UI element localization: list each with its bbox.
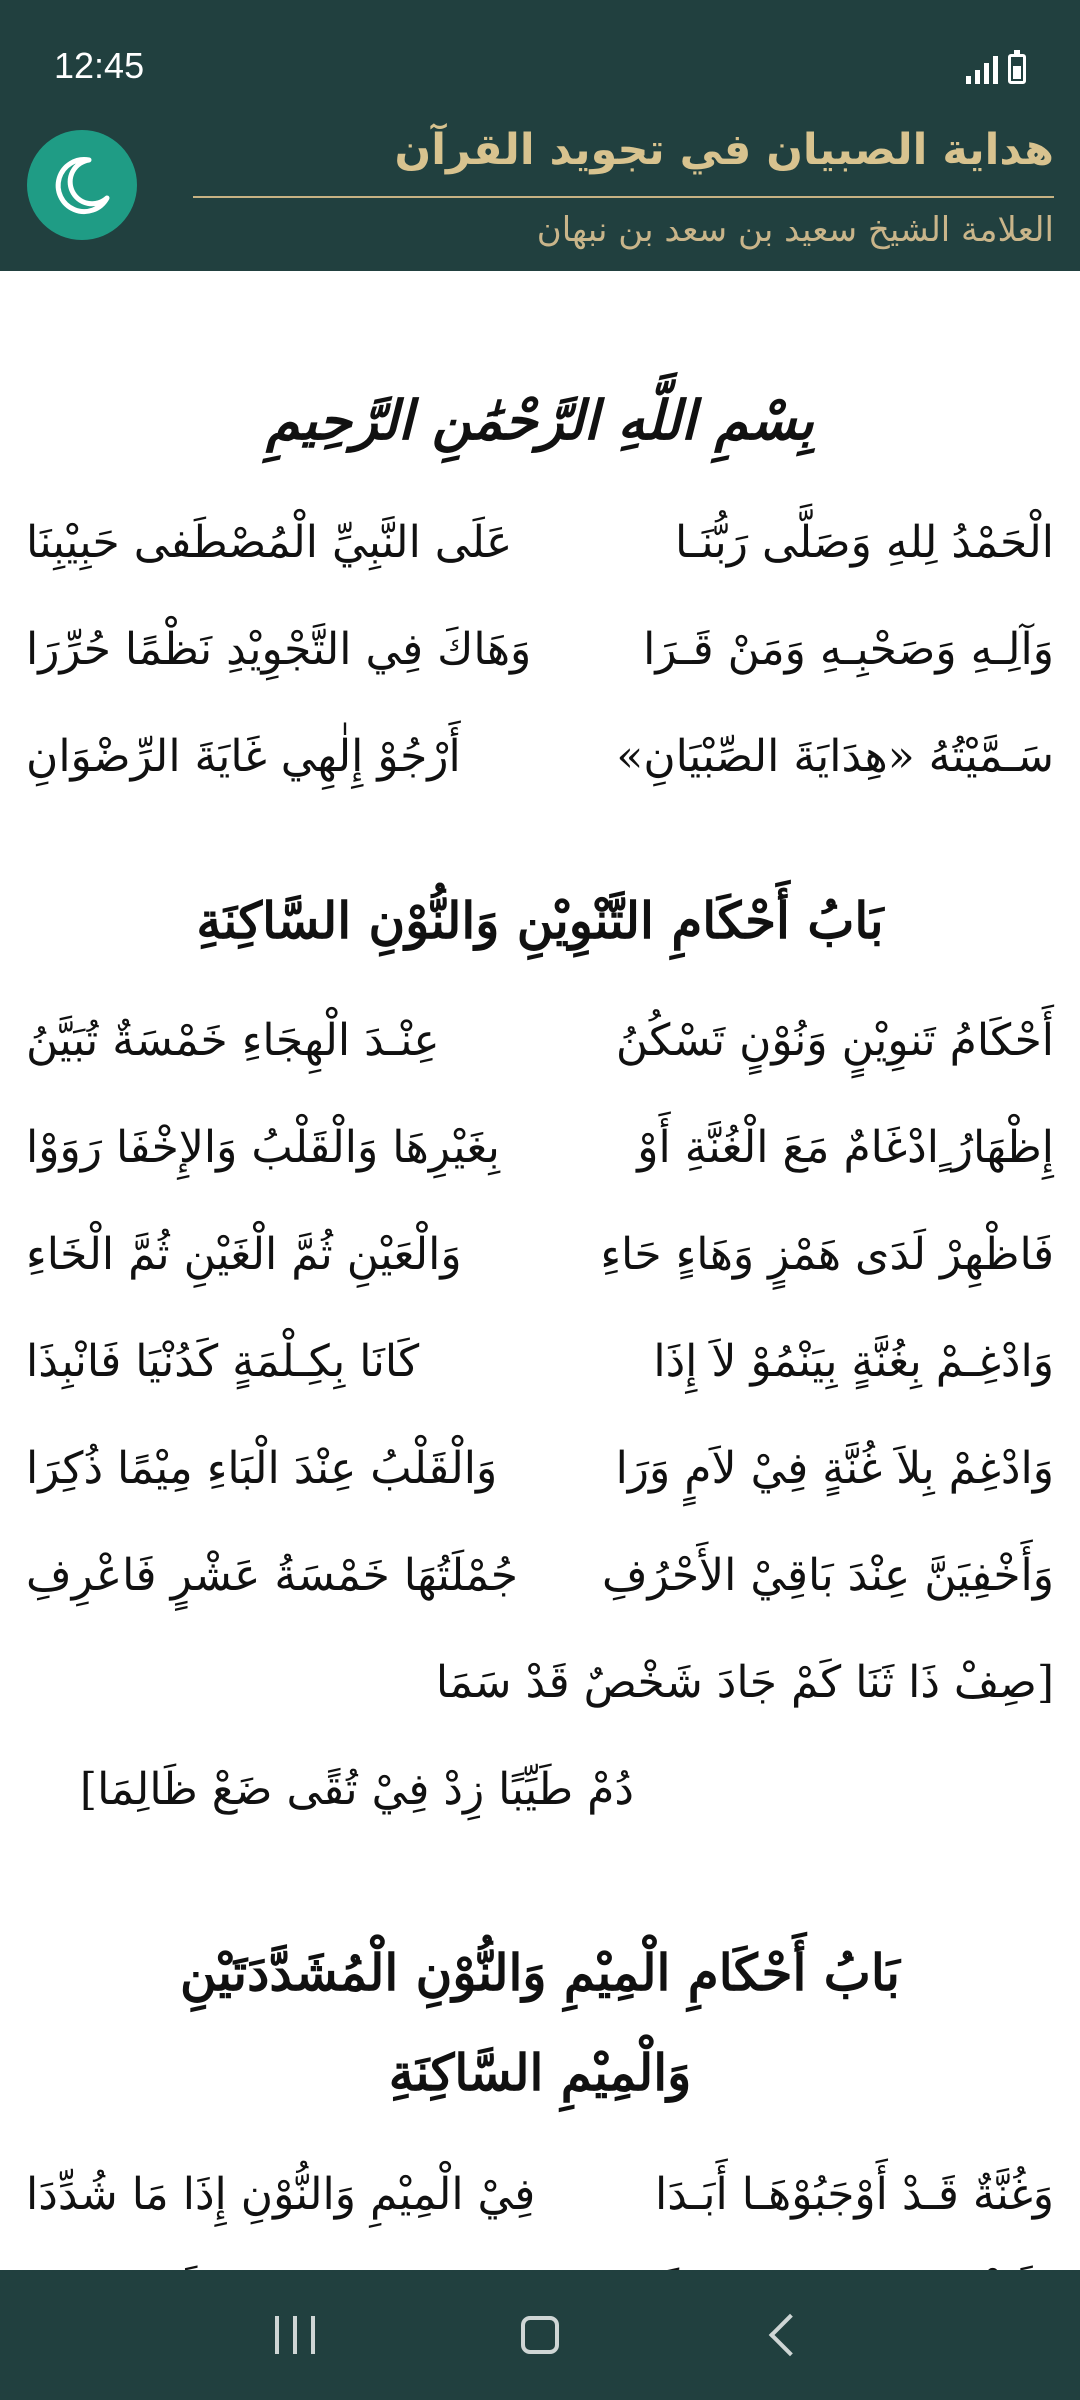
verse-first-half: الْحَمْدُ لِلهِ وَصَلَّى رَبُّنَـا xyxy=(674,516,1054,568)
chapter-title-continued: وَالْمِيْمِ السَّاكِنَةِ xyxy=(388,2043,692,2102)
verse-first-half: وَادْغِمْ بِلاَ غُنَّةٍ فِيْ لاَمٍ وَرَا xyxy=(615,1442,1054,1494)
status-time: 12:45 xyxy=(54,45,145,86)
app-subtitle: العلامة الشيخ سعيد بن سعد بن نبهان xyxy=(536,210,1054,250)
verse-second-half: عَلَى النَّبِيِّ الْمُصْطَفى حَبِيْبِنَا xyxy=(26,516,513,568)
moon-icon xyxy=(51,154,113,216)
verse-first-half: وَآلِـهِ وَصَحْبِـهِ وَمَنْ قَـرَا xyxy=(643,623,1054,675)
home-button[interactable] xyxy=(440,2270,640,2400)
back-icon xyxy=(769,2314,811,2356)
verse-second-half: كَانَا بِكِـلْمَةٍ كَدُنْيَا فَانْبِذَا xyxy=(26,1335,420,1387)
verse-row xyxy=(26,1199,1054,1309)
verse-first-half: وَغُنَّةٌ قَـدْ أَوْجَبُوْهَـا أَبَـدَا xyxy=(655,2168,1054,2220)
verse-row xyxy=(26,1306,1054,1416)
chapter-title: بَابُ أَحْكَامِ الْمِيْمِ وَالنُّوْنِ الْمُشَدَّدَتَيْنِ xyxy=(180,1943,900,2002)
verse-first-half: إِظْهَارُ ٍادْغَامٌ مَعَ الْغُنَّةِ أَوْ xyxy=(637,1121,1054,1173)
poem-content[interactable] xyxy=(0,271,1080,2270)
verse-row xyxy=(26,1413,1054,1523)
bracket-line xyxy=(26,1627,1054,1737)
verse-first-half: وَادْغِـمْ بِغُنَّةٍ بِيَنْمُوْ لاَ إِذَا xyxy=(653,1335,1054,1387)
status-icons xyxy=(966,50,1026,84)
basmala: بِسْمِ اللَّهِ الرَّحْمَٰنِ الرَّحِيمِ xyxy=(266,388,814,452)
verse-row xyxy=(26,701,1054,811)
verse-second-half: وَالْقَلْبُ عِنْدَ الْبَاءِ مِيْمًا ذُكِرَا xyxy=(26,1442,498,1494)
verse-row xyxy=(26,1520,1054,1630)
bracket-line-text: دُمْ طَيِّبًا زِدْ فِيْ تُقًى ضَعْ ظَالِمَا] xyxy=(79,1763,634,1815)
verse-row xyxy=(26,594,1054,704)
bracket-line-text: [صِفْ ذَا ثَنَا كَمْ جَادَ شَخْصٌ قَدْ سَمَا xyxy=(435,1656,1054,1708)
verse-row xyxy=(26,1092,1054,1202)
verse-second-half: أَرْجُوْ إِلٰهِي غَايَةَ الرِّضْوَانِ xyxy=(26,730,461,782)
home-icon xyxy=(521,2316,559,2354)
navigation-bar xyxy=(0,2270,1080,2400)
verse-second-half: عِنْـدَ الْهِجَاءِ خَمْسَةٌ تُبَيَّنُ xyxy=(26,1014,440,1066)
recents-icon xyxy=(275,2316,315,2354)
theme-toggle-button[interactable] xyxy=(27,130,137,240)
verse-first-half: وَأَخْفِيَنَّ عِنْدَ بَاقِيْ الأَحْرُفِ xyxy=(601,1549,1054,1601)
chapter-title: بَابُ أَحْكَامِ التَّنْوِيْنِ وَالنُّوْنِ السَّاكِنَةِ xyxy=(196,891,884,950)
verse-second-half: جُمْلَتُهَا خَمْسَةُ عَشْرٍ فَاعْرِفِ xyxy=(26,1549,518,1601)
header-divider xyxy=(193,196,1054,198)
status-bar xyxy=(0,0,1080,103)
back-button[interactable] xyxy=(685,2270,885,2400)
verse-first-half: أَحْكَامُ تَنوِيْنٍ وَنُوْنٍ تَسْكُنُ xyxy=(615,1014,1054,1066)
verse-row xyxy=(26,2139,1054,2249)
verse-row xyxy=(26,487,1054,597)
bracket-line xyxy=(26,1734,1054,1844)
verse-second-half: وَهَاكَ فِي التَّجْوِيْدِ نَظْمًا حُرِّرَا xyxy=(26,623,532,675)
app-header xyxy=(0,103,1080,271)
verse-second-half: فِيْ الْمِيْمِ وَالنُّوْنِ إِذَا مَا شُدِّدَا xyxy=(26,2168,536,2220)
recents-button[interactable] xyxy=(195,2270,395,2400)
app-title: هداية الصبيان في تجويد القرآن xyxy=(394,125,1054,175)
verse-first-half: فَاظْهِرْ لَدَى هَمْزٍ وَهَاءٍ حَاءِ xyxy=(600,1228,1054,1280)
signal-icon xyxy=(966,54,998,84)
verse-second-half: وَالْعَيْنِ ثُمَّ الْغَيْنِ ثُمَّ الْخَاءِ xyxy=(26,1228,462,1280)
verse-row xyxy=(26,985,1054,1095)
battery-icon xyxy=(1008,54,1026,84)
verse-second-half: بِغَيْرِهَا وَالْقَلْبُ وَالإِخْفَا رَوَوْا xyxy=(26,1121,500,1173)
verse-first-half: سَـمَّيْتُهُ «هِدَايَةَ الصِّبْيَانِ» xyxy=(616,730,1054,782)
